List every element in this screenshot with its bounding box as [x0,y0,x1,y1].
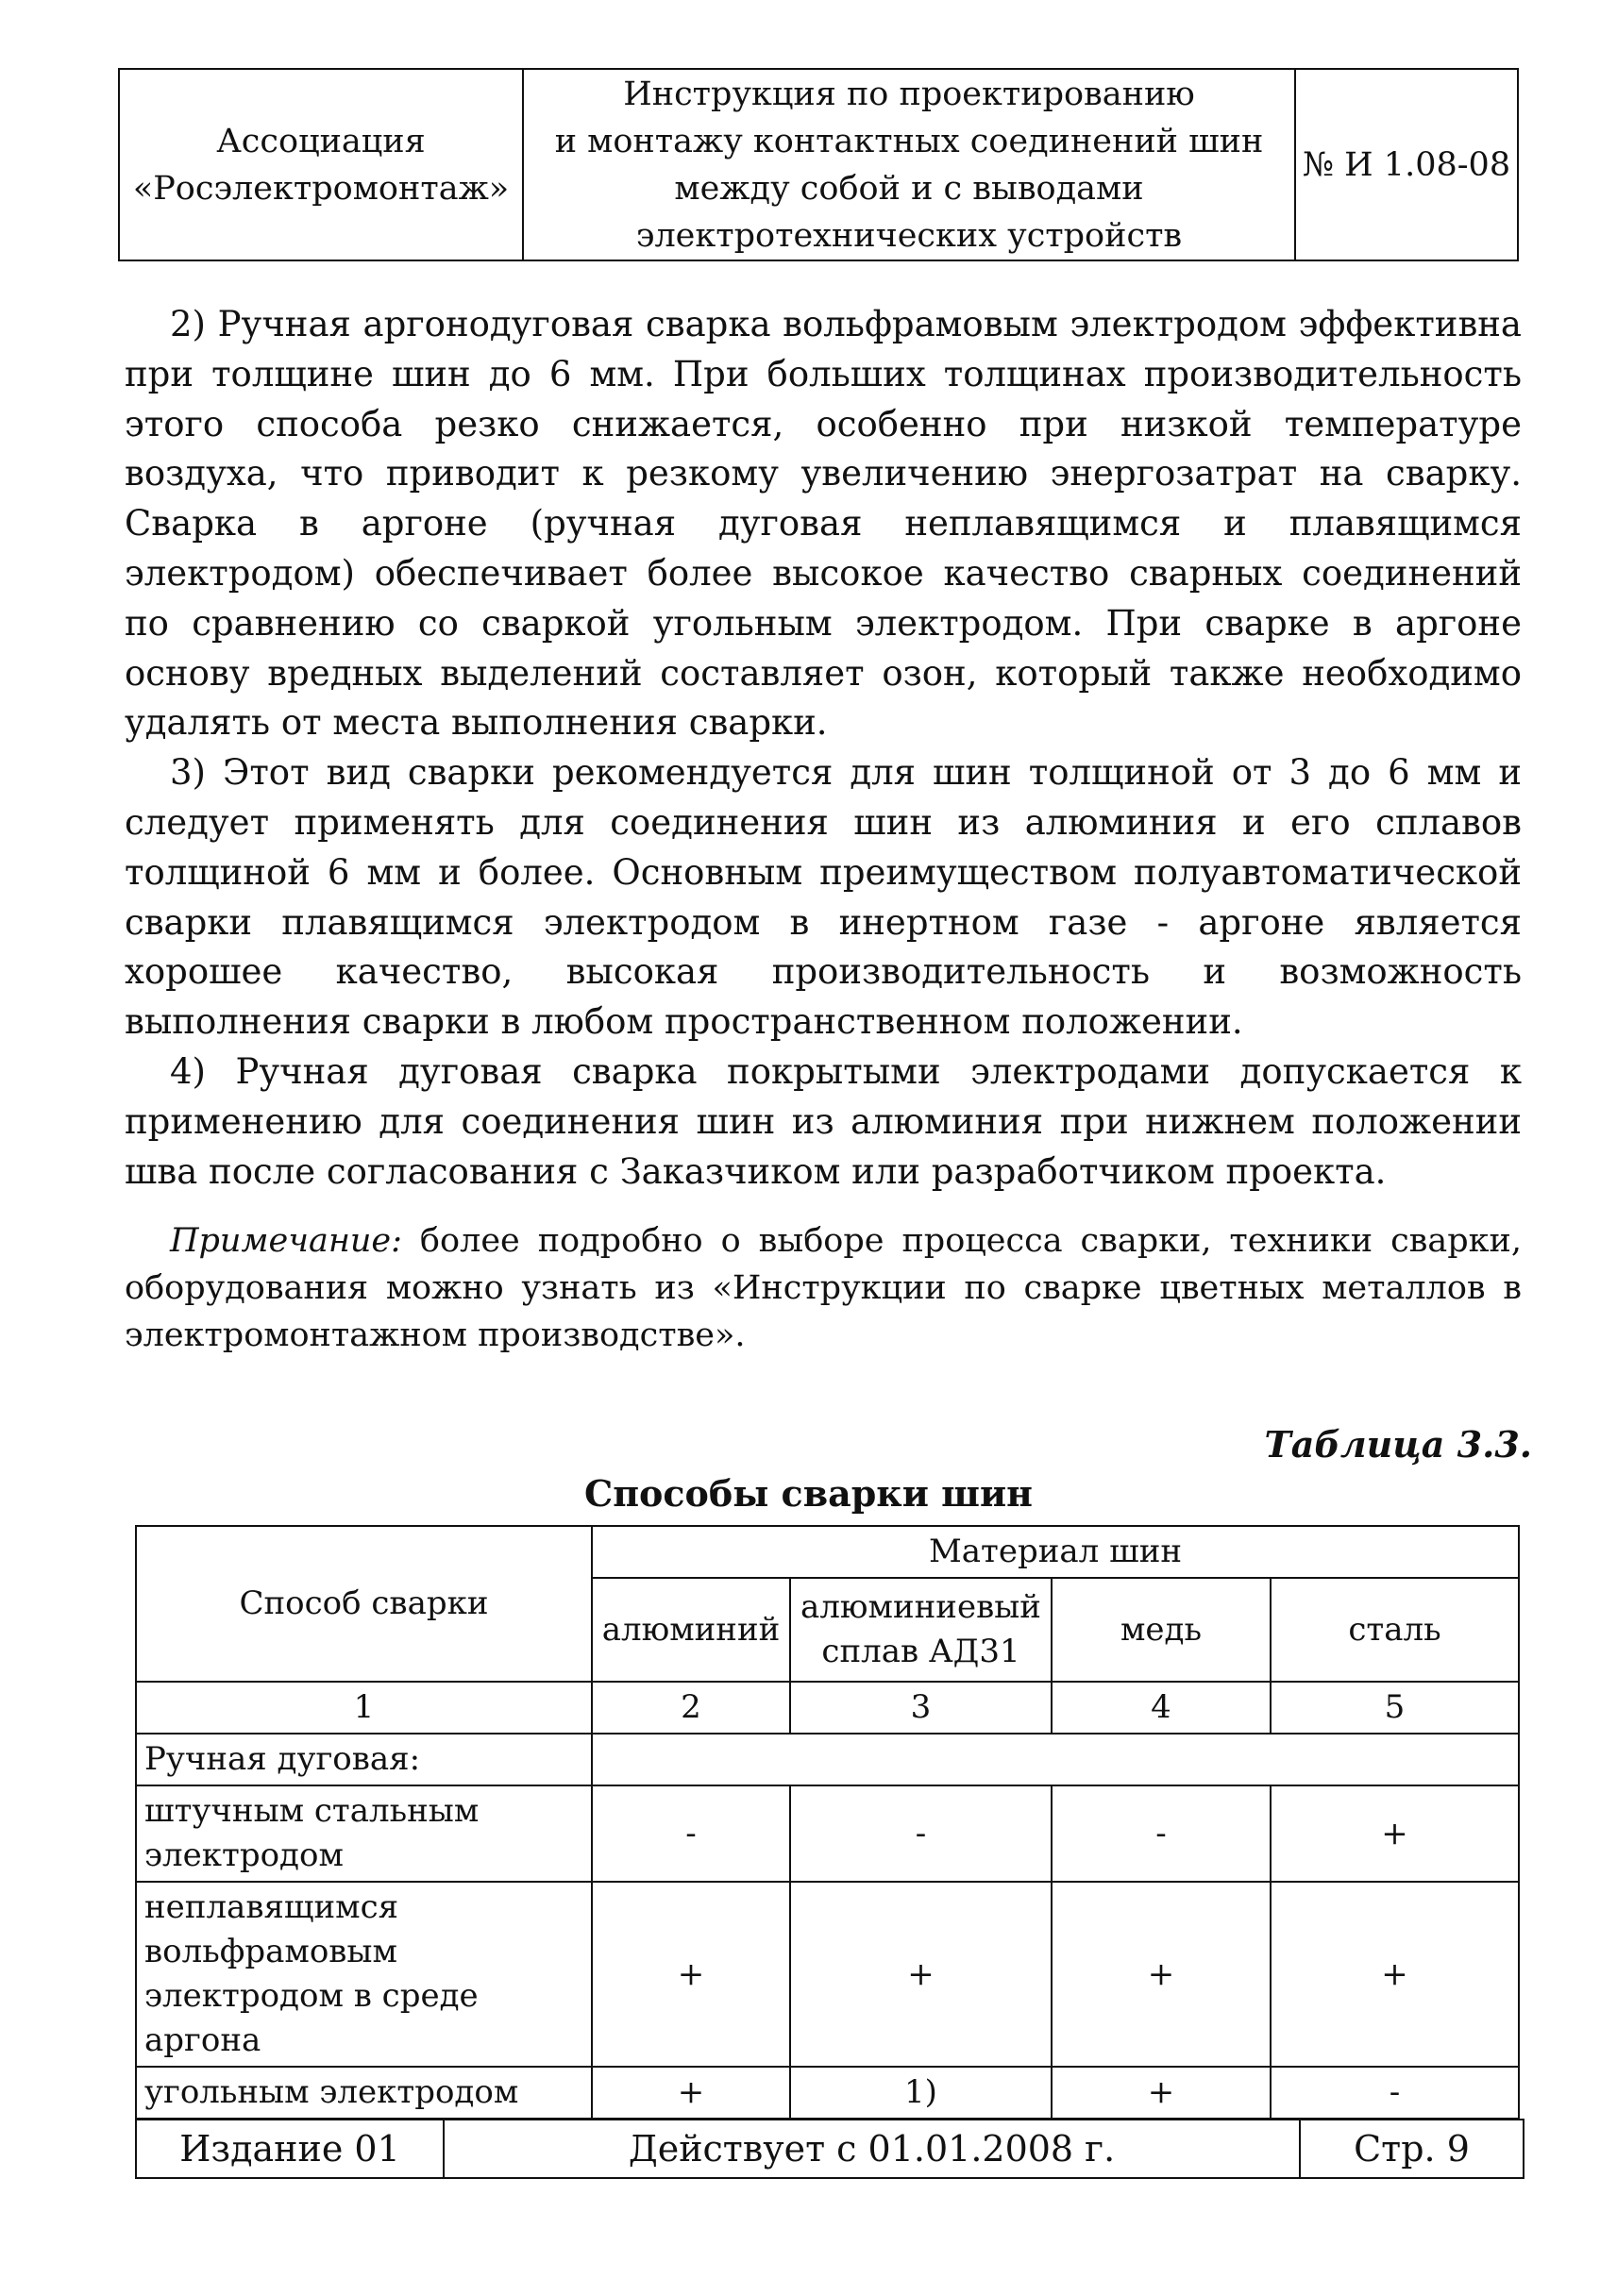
header-title-line: электротехнических устройств [635,216,1183,255]
col-header-method: Способ сварки [136,1526,592,1682]
row-value: + [1052,1882,1271,2067]
row-method: неплавящимся вольфрамовым электродом в среде аргона [136,1882,592,2067]
table-number: Таблица 3.3. [1264,1423,1532,1466]
paragraph: 2) Ручная аргонодуговая сварка вольфрамовым электродом эффективна при толщине шин до 6 мм. При больших толщинах производительность этого способа резко снижается, особенно при низкой температуре воздуха, что приводит к резкому увеличению энергозатрат на сварку. Сварка в аргоне (ручная дуговая неплавящимся и плавящимся электродом) обеспечивает более высокое качество сварных соединений по сравнению со сваркой угольным электродом. При сварке в аргоне основу вредных выделений составляет озон, который также необходимо удалять от места выполнения сварки. [125,304,1522,744]
document-footer [135,2119,1524,2179]
col-header-material-item: медь [1052,1578,1271,1682]
col-number: 4 [1052,1682,1271,1734]
header-org-line: Ассоциация [216,122,426,160]
paragraph: 3) Этот вид сварки рекомендуется для шин толщиной от 3 до 6 мм и следует применять для соединения шин из алюминия и его сплавов толщиной 6 мм и более. Основным преимуществом полуавтоматической сварки плавящимся электродом в инертном газе - аргоне является хорошее качество, высокая производительность и возможность выполнения сварки в любом пространственном положении. [125,752,1522,1043]
header-title-line: Инструкция по проектированию [623,75,1195,113]
footer-page-number: Стр. 9 [1300,2120,1524,2178]
row-value: + [1271,1785,1519,1882]
row-value: + [592,1882,790,2067]
col-number: 5 [1271,1682,1519,1734]
welding-table [135,1525,1520,2120]
col-header-material-item: алюминиевый сплав АД31 [790,1578,1052,1682]
group-label: Ручная дуговая: [136,1734,592,1785]
col-number: 1 [136,1682,592,1734]
row-method: штучным стальным электродом [136,1785,592,1882]
group-empty-cell [592,1734,1519,1785]
table-row [136,2067,1519,2119]
row-value: + [592,2067,790,2119]
row-value: - [1052,1785,1271,1882]
footer-effective-date: Действует с 01.01.2008 г. [444,2120,1300,2178]
table-row [136,1785,1519,1882]
table-row [136,1882,1519,2067]
header-org-line: «Росэлектромонтаж» [132,169,510,208]
header-title-line: между собой и с выводами [674,169,1144,208]
header-title-line: и монтажу контактных соединений шин [554,122,1264,160]
row-value: - [592,1785,790,1882]
row-method: угольным электродом [136,2067,592,2119]
header-org [119,69,523,260]
row-value: - [790,1785,1052,1882]
table-title: Способы сварки шин [584,1472,1033,1515]
paragraph: 4) Ручная дуговая сварка покрытыми электродами допускается к применению для соединения шин из алюминия при нижнем положении шва после согласования с Заказчиком или разработчиком проекта. [125,1050,1522,1192]
header-doc-number: № И 1.08-08 [1295,69,1518,260]
footer-edition: Издание 01 [136,2120,444,2178]
row-value: 1) [790,2067,1052,2119]
col-header-material-item: сталь [1271,1578,1519,1682]
col-number: 2 [592,1682,790,1734]
col-header-material: Материал шин [592,1526,1519,1578]
note-text: более подробно о выборе процесса сварки, техники сварки, оборудования можно узнать из «Инструкции по сварке цветных металлов в электромонтажном производстве». [125,1222,1522,1354]
row-value: + [1271,1882,1519,2067]
col-number: 3 [790,1682,1052,1734]
header-title [523,69,1295,260]
row-value: + [790,1882,1052,2067]
document-header [118,68,1519,261]
col-header-material-item: алюминий [592,1578,790,1682]
body-text [125,300,1522,1197]
note [125,1217,1522,1359]
row-value: - [1271,2067,1519,2119]
note-label: Примечание: [170,1222,402,1260]
row-value: + [1052,2067,1271,2119]
